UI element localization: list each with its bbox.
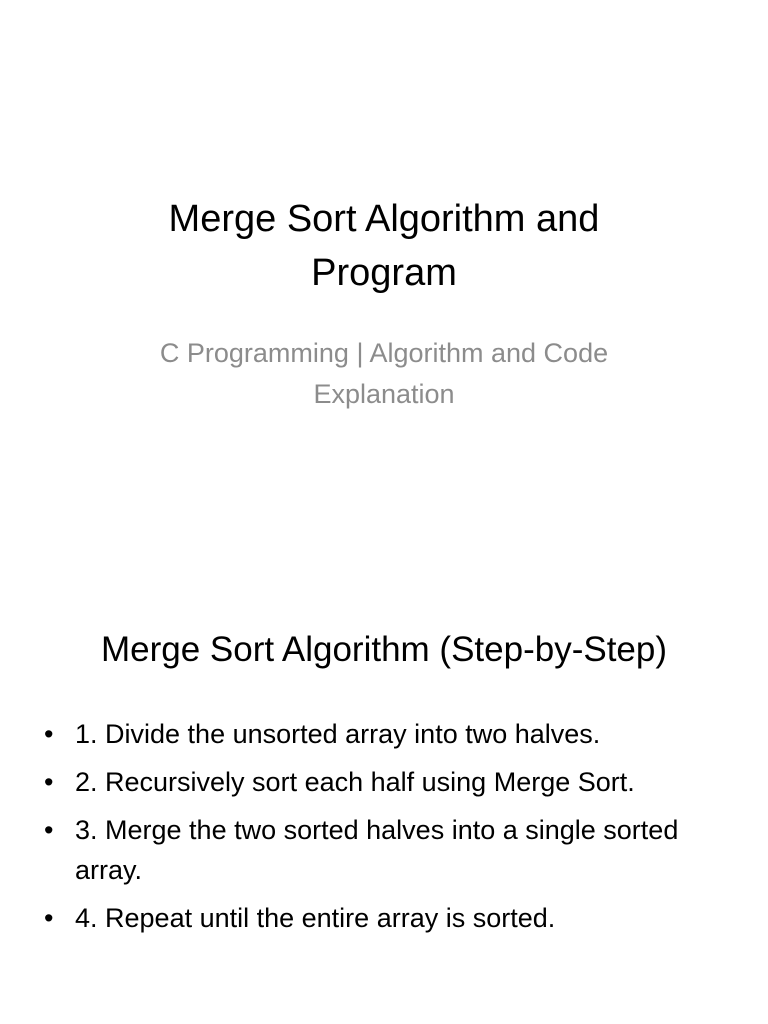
slide-title-line-2: Program: [311, 252, 457, 294]
slide-subtitle: [60, 333, 708, 415]
list-item: [44, 898, 744, 938]
slide-title: [60, 192, 708, 300]
bullet-icon: •: [44, 903, 54, 933]
steps-heading: Merge Sort Algorithm (Step-by-Step): [100, 630, 668, 669]
slide-subtitle-line-2: Explanation: [313, 379, 455, 409]
list-item: [44, 810, 744, 890]
step-text: 2. Recursively sort each half using Merge Sort.: [75, 767, 635, 797]
step-text: 3. Merge the two sorted halves into a single sorted array.: [75, 815, 679, 885]
list-item: [44, 762, 744, 802]
bullet-icon: •: [44, 815, 54, 845]
slide-subtitle-line-1: C Programming | Algorithm and Code: [159, 338, 609, 368]
list-item: [44, 714, 744, 754]
algorithm-steps-slide: [0, 576, 768, 1024]
step-text: 1. Divide the unsorted array into two halves.: [75, 719, 601, 749]
bullet-icon: •: [44, 767, 54, 797]
slide-title-line-1: Merge Sort Algorithm and: [168, 198, 600, 240]
step-text: 4. Repeat until the entire array is sorted.: [75, 903, 556, 933]
steps-list: [44, 714, 744, 946]
bullet-icon: •: [44, 719, 54, 749]
